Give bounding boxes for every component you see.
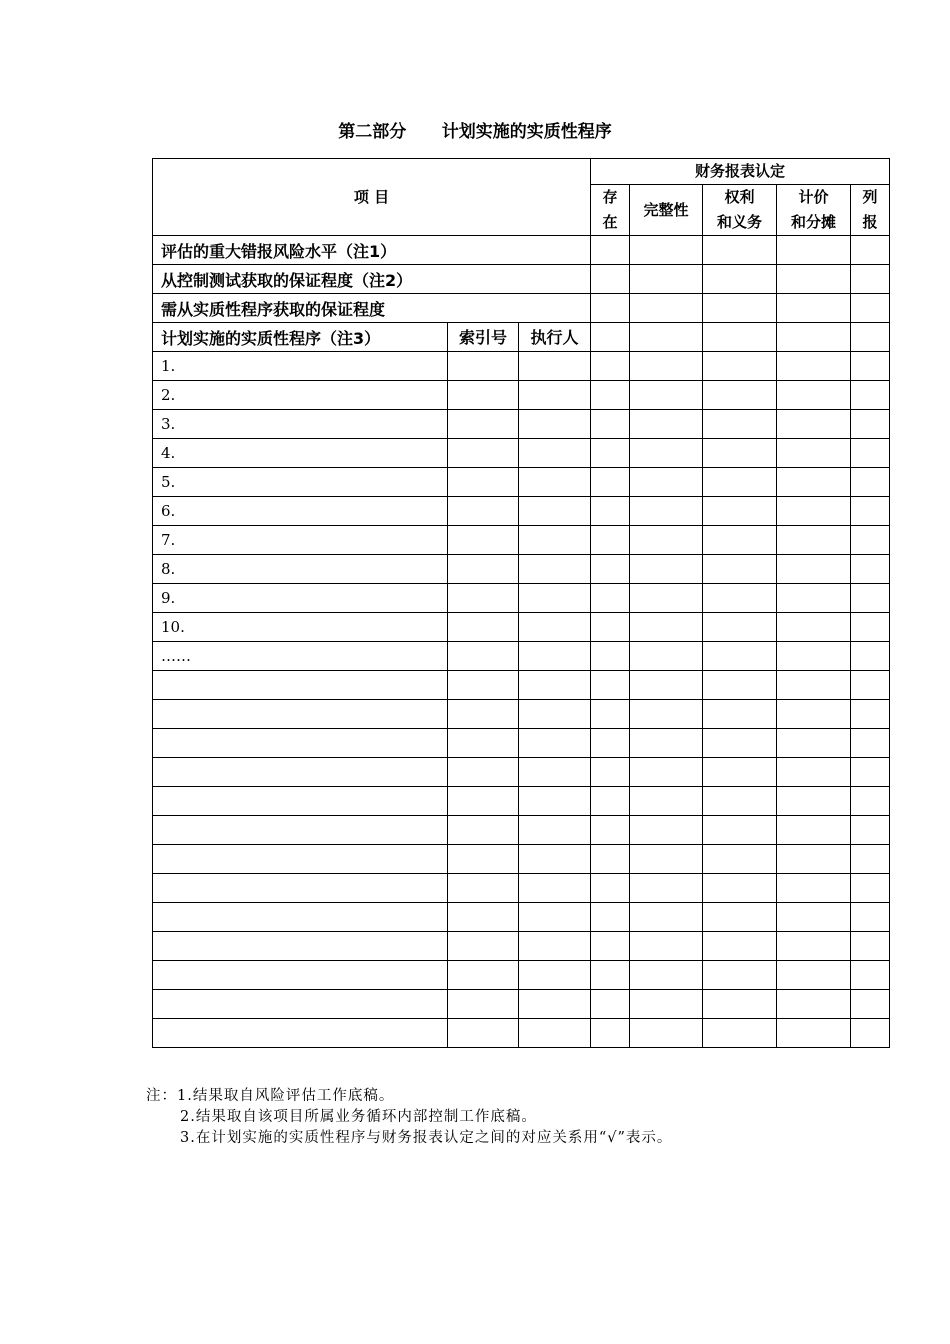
input-cell[interactable] [851,265,890,294]
input-cell[interactable] [519,816,591,845]
input-cell[interactable] [703,874,777,903]
input-cell[interactable] [703,294,777,323]
substantive-procedures-table [152,158,890,1048]
procedure-cell[interactable] [153,816,448,845]
procedure-cell[interactable] [153,758,448,787]
input-cell[interactable] [630,497,703,526]
procedure-label[interactable]: 10. [153,613,448,642]
input-cell[interactable] [519,671,591,700]
input-cell[interactable] [851,439,890,468]
header-item: 项 目 [153,159,591,236]
input-cell[interactable] [519,903,591,932]
input-cell[interactable] [777,381,851,410]
blank-row [153,787,890,816]
input-cell[interactable] [630,671,703,700]
input-cell[interactable] [630,729,703,758]
input-cell[interactable] [851,323,890,352]
input-cell[interactable] [703,1019,777,1048]
blank-row [153,845,890,874]
input-cell[interactable] [591,294,630,323]
input-cell[interactable] [630,613,703,642]
input-cell[interactable] [630,961,703,990]
input-cell[interactable] [591,700,630,729]
input-cell[interactable] [777,323,851,352]
input-cell[interactable] [703,381,777,410]
input-cell[interactable] [448,439,519,468]
input-cell[interactable] [851,903,890,932]
input-cell[interactable] [851,352,890,381]
input-cell[interactable] [519,787,591,816]
input-cell[interactable] [630,816,703,845]
input-cell[interactable] [777,555,851,584]
input-cell[interactable] [591,874,630,903]
blank-row [153,729,890,758]
input-cell[interactable] [448,352,519,381]
input-cell[interactable] [777,990,851,1019]
input-cell[interactable] [851,729,890,758]
blank-row [153,758,890,787]
input-cell[interactable] [777,410,851,439]
input-cell[interactable] [851,294,890,323]
blank-row [153,671,890,700]
input-cell[interactable] [591,671,630,700]
blank-row [153,874,890,903]
procedure-label[interactable]: 4. [153,439,448,468]
input-cell[interactable] [448,555,519,584]
input-cell[interactable] [777,497,851,526]
note-1: 注：1.结果取自风险评估工作底稿。 [146,1088,395,1104]
input-cell[interactable] [591,439,630,468]
input-cell[interactable] [591,555,630,584]
input-cell[interactable] [519,990,591,1019]
input-cell[interactable] [591,758,630,787]
input-cell[interactable] [591,1019,630,1048]
input-cell[interactable] [448,468,519,497]
procedure-row [153,555,890,584]
input-cell[interactable] [703,932,777,961]
input-cell[interactable] [703,671,777,700]
procedure-row [153,497,890,526]
input-cell[interactable] [448,584,519,613]
input-cell[interactable] [777,816,851,845]
input-cell[interactable] [851,1019,890,1048]
summary-label: 评估的重大错报风险水平（注1） [153,236,591,265]
input-cell[interactable] [851,555,890,584]
input-cell[interactable] [519,555,591,584]
procedure-label[interactable]: …… [153,642,448,671]
input-cell[interactable] [703,265,777,294]
input-cell[interactable] [519,584,591,613]
input-cell[interactable] [448,903,519,932]
procedure-cell[interactable] [153,845,448,874]
input-cell[interactable] [851,410,890,439]
input-cell[interactable] [851,845,890,874]
procedure-row [153,352,890,381]
procedure-cell[interactable] [153,903,448,932]
header-assertion-existence: 存 在 [591,185,630,236]
input-cell[interactable] [703,323,777,352]
input-cell[interactable] [591,352,630,381]
input-cell[interactable] [519,497,591,526]
input-cell[interactable] [703,729,777,758]
input-cell[interactable] [630,352,703,381]
input-cell[interactable] [777,671,851,700]
input-cell[interactable] [448,526,519,555]
input-cell[interactable] [591,787,630,816]
blank-row [153,816,890,845]
input-cell[interactable] [777,468,851,497]
input-cell[interactable] [591,845,630,874]
input-cell[interactable] [630,700,703,729]
input-cell[interactable] [630,381,703,410]
input-cell[interactable] [630,410,703,439]
procedure-cell[interactable] [153,787,448,816]
input-cell[interactable] [777,265,851,294]
input-cell[interactable] [851,584,890,613]
input-cell[interactable] [519,439,591,468]
input-cell[interactable] [591,903,630,932]
input-cell[interactable] [703,758,777,787]
input-cell[interactable] [851,932,890,961]
input-cell[interactable] [703,816,777,845]
input-cell[interactable] [630,468,703,497]
note-3: 3.在计划实施的实质性程序与财务报表认定之间的对应关系用“√”表示。 [180,1130,673,1146]
input-cell[interactable] [591,816,630,845]
input-cell[interactable] [519,352,591,381]
input-cell[interactable] [630,845,703,874]
blank-row [153,903,890,932]
input-cell[interactable] [448,932,519,961]
input-cell[interactable] [777,903,851,932]
input-cell[interactable] [591,468,630,497]
input-cell[interactable] [448,700,519,729]
procedure-cell[interactable] [153,961,448,990]
input-cell[interactable] [703,584,777,613]
input-cell[interactable] [591,729,630,758]
input-cell[interactable] [703,236,777,265]
blank-row [153,932,890,961]
procedure-row [153,584,890,613]
input-cell[interactable] [851,874,890,903]
input-cell[interactable] [851,990,890,1019]
input-cell[interactable] [448,671,519,700]
input-cell[interactable] [703,700,777,729]
input-cell[interactable] [591,932,630,961]
input-cell[interactable] [703,352,777,381]
procedure-cell[interactable] [153,874,448,903]
summary-label: 需从实质性程序获取的保证程度 [153,294,591,323]
input-cell[interactable] [591,961,630,990]
input-cell[interactable] [591,265,630,294]
input-cell[interactable] [630,294,703,323]
header-assertion-presentation: 列 报 [851,185,890,236]
procedure-label[interactable]: 3. [153,410,448,439]
procedure-row [153,468,890,497]
header-assertion-rights-obligations: 权利 和义务 [703,185,777,236]
input-cell[interactable] [591,613,630,642]
procedure-row [153,439,890,468]
input-cell[interactable] [851,700,890,729]
input-cell[interactable] [519,932,591,961]
notes [146,1086,672,1149]
input-cell[interactable] [703,613,777,642]
summary-row-control-assurance [153,265,890,294]
input-cell[interactable] [448,758,519,787]
input-cell[interactable] [448,497,519,526]
header-assertion-valuation-allocation: 计价 和分摊 [777,185,851,236]
input-cell[interactable] [777,874,851,903]
procedures-header-index: 索引号 [448,323,519,352]
input-cell[interactable] [777,613,851,642]
procedure-label[interactable]: 1. [153,352,448,381]
input-cell[interactable] [777,932,851,961]
input-cell[interactable] [777,236,851,265]
input-cell[interactable] [519,758,591,787]
input-cell[interactable] [777,294,851,323]
procedure-cell[interactable] [153,1019,448,1048]
input-cell[interactable] [448,787,519,816]
input-cell[interactable] [777,584,851,613]
input-cell[interactable] [448,642,519,671]
procedure-label[interactable]: 5. [153,468,448,497]
input-cell[interactable] [630,555,703,584]
input-cell[interactable] [519,729,591,758]
input-cell[interactable] [777,845,851,874]
procedure-cell[interactable] [153,932,448,961]
procedure-row [153,526,890,555]
input-cell[interactable] [591,990,630,1019]
input-cell[interactable] [591,323,630,352]
header-assertions-group: 财务报表认定 [591,159,890,185]
input-cell[interactable] [630,1019,703,1048]
input-cell[interactable] [630,642,703,671]
input-cell[interactable] [448,874,519,903]
blank-row [153,700,890,729]
input-cell[interactable] [851,497,890,526]
input-cell[interactable] [777,526,851,555]
procedure-cell[interactable] [153,671,448,700]
procedure-row [153,410,890,439]
procedure-row [153,381,890,410]
input-cell[interactable] [448,410,519,439]
blank-row [153,1019,890,1048]
input-cell[interactable] [448,381,519,410]
input-cell[interactable] [448,845,519,874]
procedure-label[interactable]: 2. [153,381,448,410]
input-cell[interactable] [777,961,851,990]
input-cell[interactable] [519,410,591,439]
input-cell[interactable] [703,903,777,932]
input-cell[interactable] [630,265,703,294]
input-cell[interactable] [630,903,703,932]
procedures-header-performer: 执行人 [519,323,591,352]
procedure-label[interactable]: 8. [153,555,448,584]
input-cell[interactable] [703,845,777,874]
input-cell[interactable] [630,758,703,787]
input-cell[interactable] [851,671,890,700]
input-cell[interactable] [448,816,519,845]
procedures-header-row [153,323,890,352]
input-cell[interactable] [448,961,519,990]
input-cell[interactable] [703,439,777,468]
header-assertion-completeness: 完整性 [630,185,703,236]
input-cell[interactable] [519,642,591,671]
input-cell[interactable] [591,381,630,410]
input-cell[interactable] [703,555,777,584]
page-title: 第二部分 计划实施的实质性程序 [338,122,612,142]
input-cell[interactable] [591,584,630,613]
input-cell[interactable] [777,700,851,729]
blank-row [153,990,890,1019]
input-cell[interactable] [777,439,851,468]
input-cell[interactable] [703,410,777,439]
procedure-row [153,642,890,671]
input-cell[interactable] [630,874,703,903]
input-cell[interactable] [591,642,630,671]
input-cell[interactable] [777,1019,851,1048]
input-cell[interactable] [630,787,703,816]
input-cell[interactable] [851,642,890,671]
summary-label: 从控制测试获取的保证程度（注2） [153,265,591,294]
procedure-cell[interactable] [153,990,448,1019]
input-cell[interactable] [703,961,777,990]
input-cell[interactable] [630,236,703,265]
input-cell[interactable] [519,468,591,497]
input-cell[interactable] [448,1019,519,1048]
procedure-label[interactable]: 7. [153,526,448,555]
input-cell[interactable] [630,990,703,1019]
input-cell[interactable] [851,758,890,787]
input-cell[interactable] [851,961,890,990]
input-cell[interactable] [777,787,851,816]
input-cell[interactable] [448,613,519,642]
input-cell[interactable] [519,700,591,729]
input-cell[interactable] [519,874,591,903]
input-cell[interactable] [519,381,591,410]
input-cell[interactable] [703,787,777,816]
procedure-row [153,613,890,642]
input-cell[interactable] [630,932,703,961]
input-cell[interactable] [851,468,890,497]
input-cell[interactable] [519,845,591,874]
procedure-cell[interactable] [153,729,448,758]
input-cell[interactable] [591,526,630,555]
input-cell[interactable] [703,497,777,526]
procedure-cell[interactable] [153,700,448,729]
input-cell[interactable] [703,526,777,555]
input-cell[interactable] [519,1019,591,1048]
note-2: 2.结果取自该项目所属业务循环内部控制工作底稿。 [180,1109,537,1125]
input-cell[interactable] [851,816,890,845]
input-cell[interactable] [777,352,851,381]
input-cell[interactable] [630,323,703,352]
procedures-header-label: 计划实施的实质性程序（注3） [153,323,448,352]
summary-row-risk-level [153,236,890,265]
input-cell[interactable] [591,410,630,439]
input-cell[interactable] [591,236,630,265]
input-cell[interactable] [448,990,519,1019]
input-cell[interactable] [777,758,851,787]
input-cell[interactable] [851,381,890,410]
procedure-label[interactable]: 9. [153,584,448,613]
input-cell[interactable] [851,236,890,265]
input-cell[interactable] [851,787,890,816]
blank-row [153,961,890,990]
input-cell[interactable] [519,526,591,555]
input-cell[interactable] [851,613,890,642]
input-cell[interactable] [630,584,703,613]
input-cell[interactable] [703,642,777,671]
input-cell[interactable] [777,642,851,671]
input-cell[interactable] [630,526,703,555]
summary-row-substantive-assurance [153,294,890,323]
input-cell[interactable] [448,729,519,758]
input-cell[interactable] [630,439,703,468]
input-cell[interactable] [851,526,890,555]
procedure-label[interactable]: 6. [153,497,448,526]
input-cell[interactable] [703,990,777,1019]
input-cell[interactable] [519,961,591,990]
input-cell[interactable] [703,468,777,497]
input-cell[interactable] [777,729,851,758]
input-cell[interactable] [519,613,591,642]
input-cell[interactable] [591,497,630,526]
